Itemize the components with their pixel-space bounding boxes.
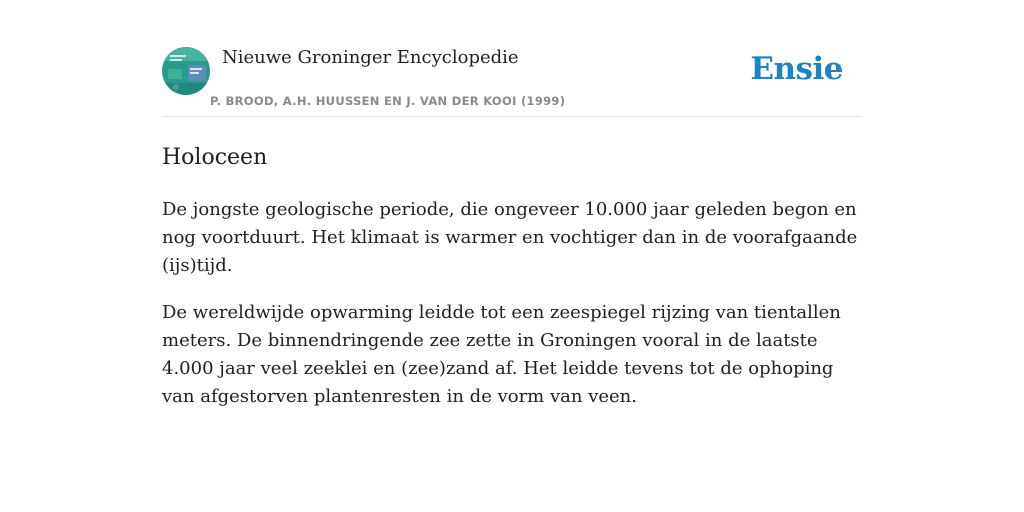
- entry-body: [162, 196, 862, 411]
- entry-paragraph: De wereldwijde opwarming leidde tot een zeespiegel rijzing van tientallen meters. De binnendringende zee zette in Groningen vooral in de laatste 4.000 jaar veel zeeklei en (zee)zand af. Het leidde tevens tot de ophoping van afgestorven plantenresten in de vorm van veen.: [162, 302, 841, 407]
- entry-paragraph: De jongste geologische periode, die ongeveer 10.000 jaar geleden begon en nog voortduurt. Het klimaat is warmer en vochtiger dan in de voorafgaande (ijs)tijd.: [162, 199, 858, 276]
- publication-title[interactable]: Nieuwe Groninger Encyclopedie: [222, 47, 519, 68]
- publication-authors: P. BROOD, A.H. HUUSSEN EN J. VAN DER KOOI (1999): [210, 94, 566, 108]
- publication-cover-avatar[interactable]: [162, 47, 210, 95]
- ensie-logo-link[interactable]: Ensie: [750, 51, 843, 87]
- page-container: [162, 0, 862, 411]
- entry-title: Holoceen: [162, 145, 268, 170]
- book-cover-icon: [162, 47, 210, 95]
- publication-header: [162, 0, 862, 117]
